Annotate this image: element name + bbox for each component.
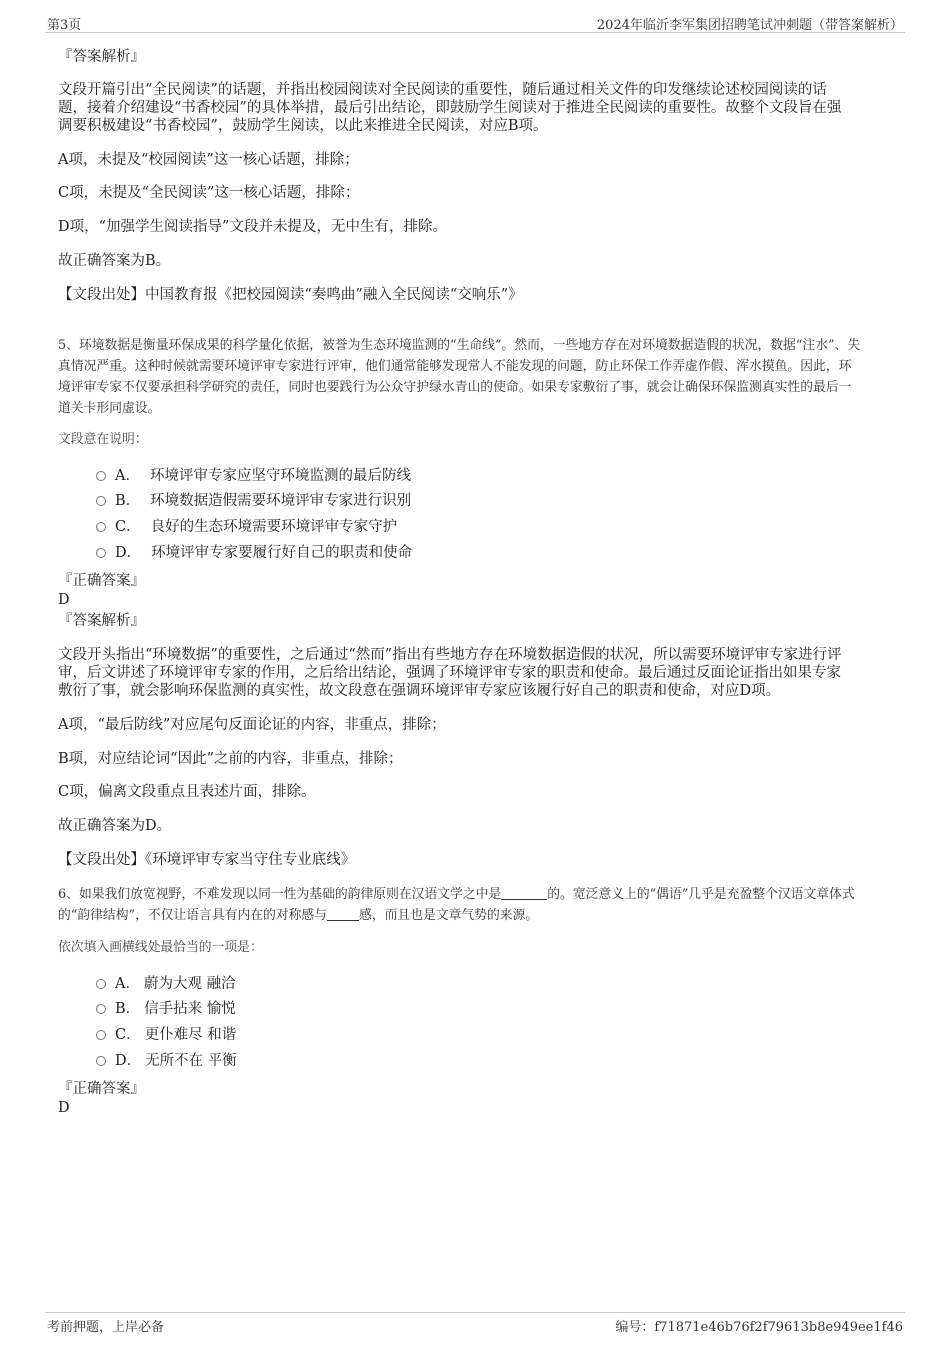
option-letter: B． bbox=[115, 493, 141, 509]
q5-stem-line: 真情况严重。这种时候就需要环境评审专家进行评审，他们通常能够发现常人不能发现的问题，防止环保工作弄虚作假、浑水摸鱼。因此，环 bbox=[58, 359, 852, 374]
radio-icon[interactable] bbox=[96, 522, 106, 532]
q5-source: 【文段出处】《环境评审专家当守住专业底线》 bbox=[58, 852, 356, 868]
q6-stem-line bbox=[58, 905, 888, 926]
q5-analysis-label: 『答案解析』 bbox=[58, 613, 145, 629]
option-text: 良好的生态环境需要环境评审专家守护 bbox=[150, 519, 398, 535]
option-text: 更仆难尽 和谐 bbox=[144, 1027, 237, 1043]
option-letter: C． bbox=[115, 1027, 141, 1043]
q6-stem-text: 的“韵律结构”，不仅让语言具有内在的对称感与 bbox=[58, 908, 328, 923]
radio-icon[interactable] bbox=[96, 496, 106, 506]
q6-stem-line bbox=[58, 884, 888, 905]
option-text: 蔚为大观 融洽 bbox=[143, 976, 236, 992]
q6-option-b[interactable] bbox=[96, 999, 236, 1019]
q6-option-d[interactable] bbox=[96, 1051, 237, 1071]
option-letter: A． bbox=[115, 468, 140, 484]
q6-answer-label: 『正确答案』 bbox=[58, 1081, 145, 1097]
fill-blank bbox=[327, 908, 359, 921]
page-footer bbox=[45, 1312, 905, 1335]
document-title: 2024年临沂李军集团招聘笔试冲刺题（带答案解析） bbox=[596, 18, 903, 33]
q6-stem-text: 感，而且也是文章气势的来源。 bbox=[359, 908, 539, 923]
q5-stem-line: 5、环境数据是衡量环保成果的科学量化依据，被誉为生态环境监测的“生命线”。然而，一些地方存在对环境数据造假的状况，数据“注水”、失 bbox=[58, 338, 861, 353]
q5-note-b: B项，对应结论词“因此”之前的内容，非重点，排除； bbox=[58, 751, 403, 767]
q5-analysis-line: 敷衍了事，就会影响环保监测的真实性，故文段意在强调环境评审专家应该履行好自己的职责和使命，对应D项。 bbox=[58, 683, 781, 699]
option-letter: C． bbox=[115, 519, 141, 535]
q6-option-c[interactable] bbox=[96, 1025, 236, 1045]
q5-stem-line: 道关卡形同虚设。 bbox=[58, 401, 161, 416]
radio-icon[interactable] bbox=[96, 1056, 106, 1066]
option-text: 环境评审专家要履行好自己的职责和使命 bbox=[151, 545, 413, 561]
q5-option-b[interactable] bbox=[96, 491, 411, 511]
q5-note-c: C项，偏离文段重点且表述片面，排除。 bbox=[58, 784, 316, 800]
page-number: 第3页 bbox=[47, 18, 82, 33]
q5-option-c[interactable] bbox=[96, 517, 397, 537]
page-header bbox=[45, 12, 905, 33]
q5-analysis-line: 文段开头指出“环境数据”的重要性，之后通过“然而”指出有些地方存在环境数据造假的状况，所以需要环境评审专家进行评 bbox=[58, 647, 842, 663]
q4-analysis-line: 文段开篇引出“全民阅读”的话题，并指出校园阅读对全民阅读的重要性，随后通过相关文件的印发继续论述校园阅读的话 bbox=[58, 82, 827, 98]
q6-answer: D bbox=[58, 1100, 70, 1116]
q5-stem-line: 境评审专家不仅要承担科学研究的责任，同时也要践行为公众守护绿水青山的使命。如果专家敷衍了事，就会让确保环保监测真实性的最后一 bbox=[58, 380, 852, 395]
q6-question: 依次填入画横线处最恰当的一项是： bbox=[58, 940, 263, 955]
option-text: 信手拈来 愉悦 bbox=[144, 1001, 236, 1017]
q4-source: 【文段出处】中国教育报《把校园阅读“奏鸣曲”融入全民阅读“交响乐”》 bbox=[58, 287, 523, 303]
q5-note-a: A项，“最后防线”对应尾句反面论证的内容，非重点，排除； bbox=[58, 717, 446, 733]
q4-analysis-label: 『答案解析』 bbox=[58, 49, 145, 65]
q5-option-d[interactable] bbox=[96, 543, 412, 563]
radio-icon[interactable] bbox=[96, 979, 106, 989]
option-text: 环境数据造假需要环境评审专家进行识别 bbox=[150, 493, 412, 509]
radio-icon[interactable] bbox=[96, 1030, 106, 1040]
option-letter: D． bbox=[115, 1053, 142, 1069]
q5-answer: D bbox=[58, 592, 70, 608]
option-text: 无所不在 平衡 bbox=[145, 1053, 237, 1069]
q4-conclusion: 故正确答案为B。 bbox=[58, 253, 171, 269]
document-id: 编号：f71871e46b76f2f79613b8e949ee1f46 bbox=[615, 1320, 903, 1335]
q4-note-a: A项，未提及“校园阅读”这一核心话题，排除； bbox=[58, 152, 359, 168]
radio-icon[interactable] bbox=[96, 471, 106, 481]
q5-analysis-line: 审，后文讲述了环境评审专家的作用，之后给出结论，强调了环境评审专家的职责和使命。最后通过反面论证指出如果专家 bbox=[58, 665, 841, 681]
option-letter: A． bbox=[115, 976, 140, 992]
option-text: 环境评审专家应坚守环境监测的最后防线 bbox=[149, 468, 411, 484]
radio-icon[interactable] bbox=[96, 1004, 106, 1014]
q6-option-a[interactable] bbox=[96, 974, 236, 994]
q5-answer-label: 『正确答案』 bbox=[58, 573, 145, 589]
fill-blank bbox=[501, 887, 547, 900]
q6-stem-text: 6、如果我们放宽视野，不难发现以同一性为基础的韵律原则在汉语文学之中是 bbox=[58, 887, 502, 902]
footer-slogan: 考前押题，上岸必备 bbox=[47, 1320, 165, 1335]
option-letter: D． bbox=[115, 545, 142, 561]
option-letter: B． bbox=[115, 1001, 141, 1017]
q4-note-c: C项，未提及“全民阅读”这一核心话题，排除； bbox=[58, 185, 360, 201]
q4-analysis-line: 题，接着介绍建设“书香校园”的具体举措，最后引出结论，即鼓励学生阅读对于推进全民阅读的重要性。故整个文段旨在强 bbox=[58, 100, 842, 116]
radio-icon[interactable] bbox=[96, 548, 106, 558]
q6-stem-text: 的。宽泛意义上的“偶语”几乎是充盈整个汉语文章体式 bbox=[547, 887, 855, 902]
q4-analysis-line: 调要积极建设“书香校园”，鼓励学生阅读，以此来推进全民阅读，对应B项。 bbox=[58, 118, 548, 134]
q4-note-d: D项，“加强学生阅读指导”文段并未提及，无中生有，排除。 bbox=[58, 219, 447, 235]
q5-option-a[interactable] bbox=[96, 466, 411, 486]
q5-conclusion: 故正确答案为D。 bbox=[58, 818, 172, 834]
q5-question: 文段意在说明： bbox=[58, 432, 148, 447]
